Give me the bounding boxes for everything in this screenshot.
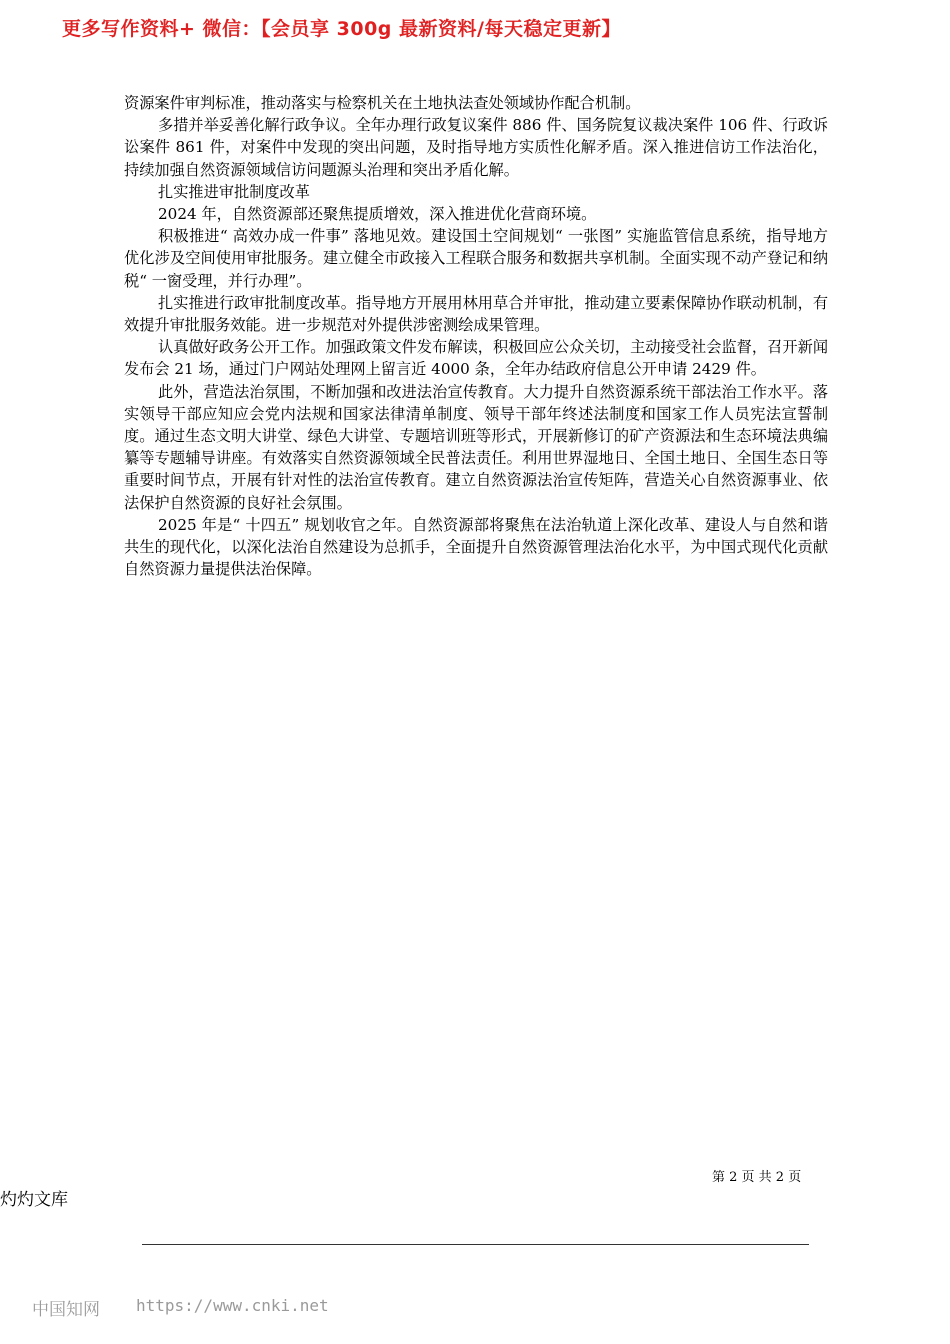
paragraph-continuation: 资源案件审判标准，推动落实与检察机关在土地执法查处领域协作配合机制。 [124,94,641,112]
paragraph: 积极推进“ 高效办成一件事” 落地见效。建设国土空间规划“ 一张图” 实施监管信息系统，指导地方优化涉及空间使用审批服务。建立健全市政接入工程联合服务和数据共享机制。全面实现不动产登记和纳税“ 一窗受理，并行办理”。 [124,227,828,290]
section-heading: 扎实推进审批制度改革 [158,182,310,201]
cnki-url-link[interactable]: https://www.cnki.net [136,1296,329,1315]
footer-divider [142,1244,809,1245]
paragraph: 此外，营造法治氛围，不断加强和改进法治宣传教育。大力提升自然资源系统干部法治工作水平。落实领导干部应知应会党内法规和国家法律清单制度、领导干部年终述法制度和国家工作人员宪法宣誓制度。通过生态文明大讲堂、绿色大讲堂、专题培训班等形式，开展新修订的矿产资源法和生态环境法典编纂等专题辅导讲座。有效落实自然资源领域全民普法责任。利用世界湿地日、全国土地日、全国生态日等重要时间节点，开展有针对性的法治宣传教育。建立自然资源法治宣传矩阵，营造关心自然资源事业、依法保护自然资源的良好社会氛围。 [124,382,828,512]
cnki-brand: 中国知网 [32,1300,100,1320]
paragraph: 扎实推进行政审批制度改革。指导地方开展用林用草合并审批，推动建立要素保障协作联动机制，有效提升审批服务效能。进一步规范对外提供涉密测绘成果管理。 [124,293,828,335]
promo-banner: 更多写作资料+ 微信：【会员享 300g 最新资料/每天稳定更新】 [62,18,621,40]
paragraph: 2025 年是“ 十四五” 规划收官之年。自然资源部将聚焦在法治轨道上深化改革、建设人与自然和谐共生的现代化，以深化法治自然建设为总抓手，全面提升自然资源管理法治化水平，为中国式现代化贡献自然资源力量提供法治保障。 [124,515,828,579]
paragraph: 认真做好政务公开工作。加强政策文件发布解读，积极回应公众关切，主动接受社会监督，召开新闻发布会 21 场，通过门户网站处理网上留言近 4000 条，全年办结政府信息公开申请 2429 件。 [124,338,828,379]
paragraph: 2024 年，自然资源部还聚焦提质增效，深入推进优化营商环境。 [158,205,597,224]
document-body [124,92,828,580]
page-number: 第 2 页 共 2 页 [712,1170,802,1185]
paragraph: 多措并举妥善化解行政争议。全年办理行政复议案件 886 件、国务院复议裁决案件 106 件、行政诉讼案件 861 件，对案件中发现的突出问题，及时指导地方实质性化解矛盾。深入推进信访工作法治化，持续加强自然资源领域信访问题源头治理和突出矛盾化解。 [124,116,828,179]
library-name: 灼灼文库 [0,1190,68,1210]
